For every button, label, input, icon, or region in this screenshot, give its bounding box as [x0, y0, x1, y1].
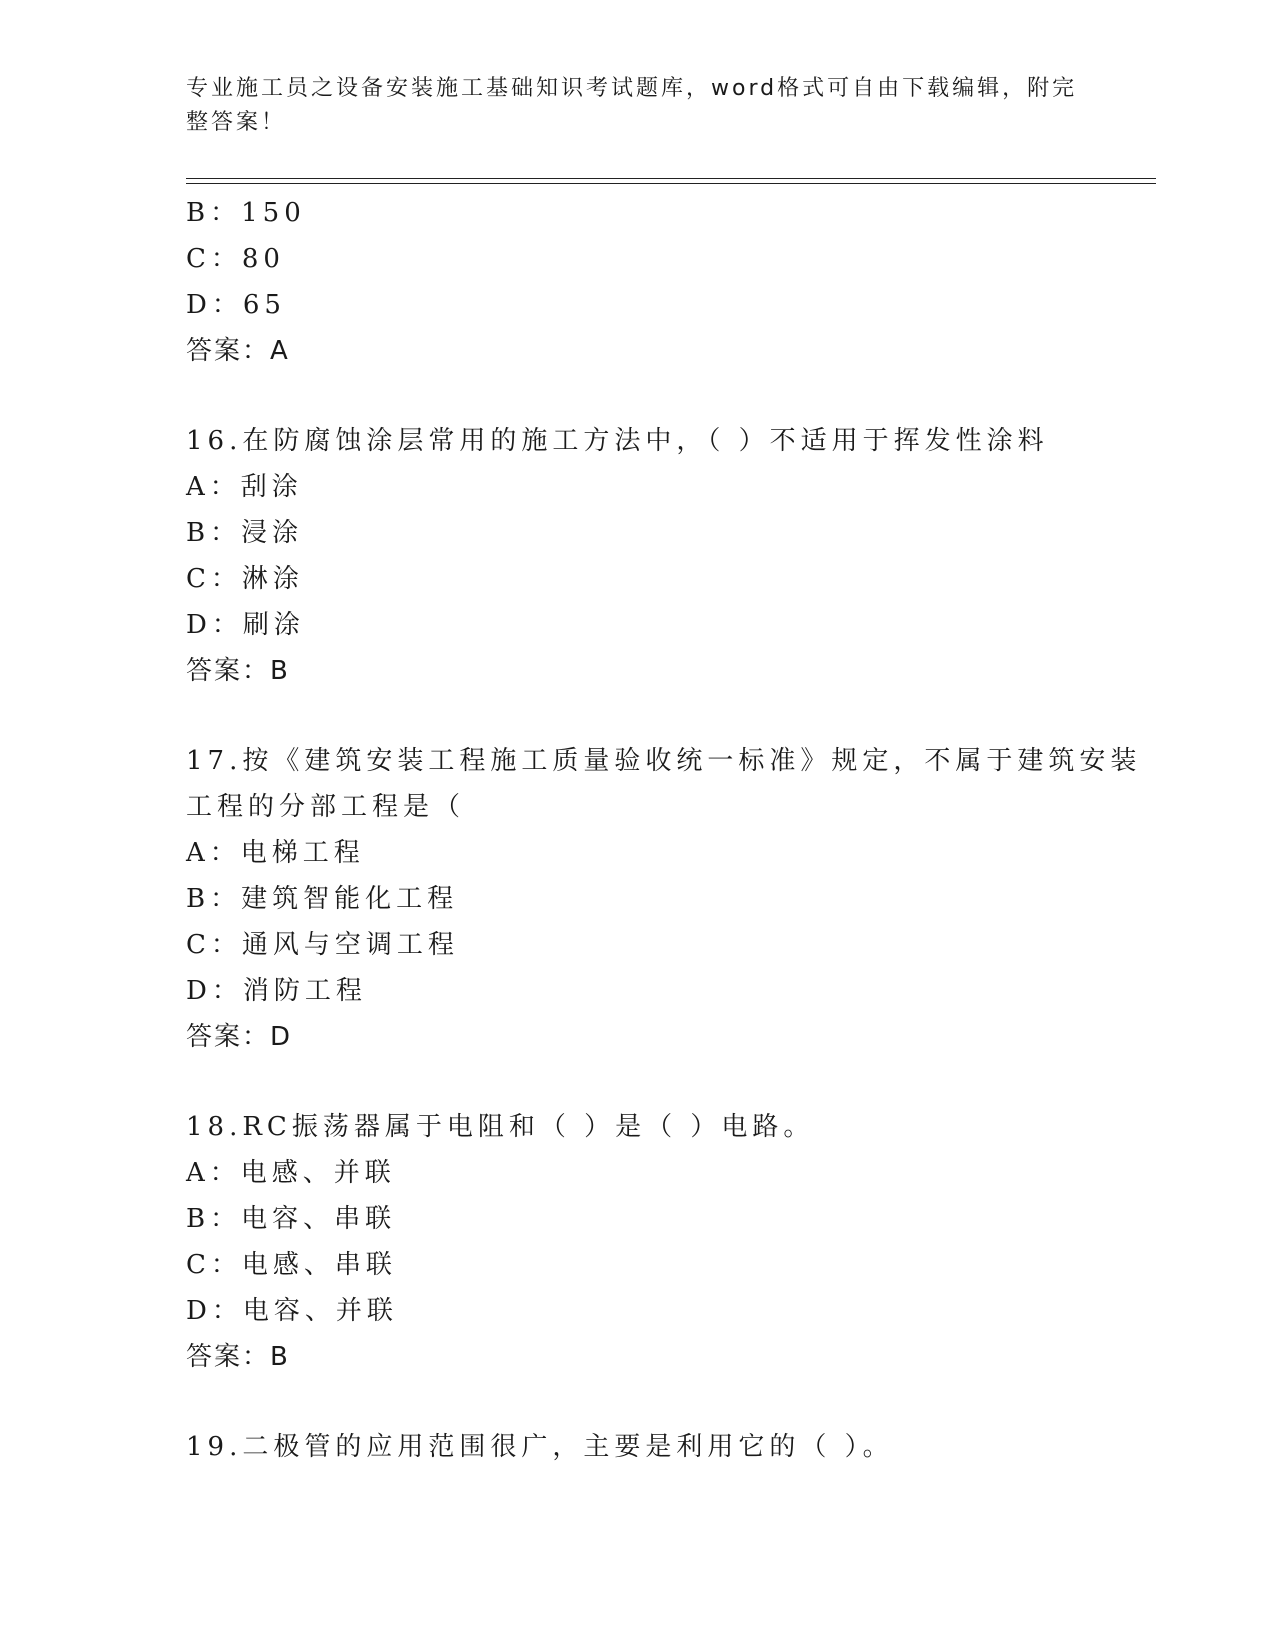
question-stem: 16.在防腐蚀涂层常用的施工方法中，（ ）不适用于挥发性涂料	[186, 426, 1049, 456]
header-divider-top	[186, 178, 1156, 179]
option-b: B：电容、串联	[186, 1204, 397, 1234]
question-stem-continued: 工程的分部工程是（	[186, 792, 466, 822]
option-d: D：消防工程	[186, 976, 367, 1006]
question-19	[186, 1424, 1086, 1470]
option-d: D：65	[186, 290, 286, 320]
header-line-2: 整答案！	[186, 110, 287, 135]
answer-line: 答案：B	[186, 656, 290, 686]
option-d: D：电容、并联	[186, 1296, 398, 1326]
question-18	[186, 1104, 1086, 1380]
option-b: B：浸涂	[186, 518, 304, 548]
answer-line: 答案：A	[186, 336, 290, 366]
question-stem: 18.RC振荡器属于电阻和（ ）是（ ）电路。	[186, 1112, 815, 1142]
answer-line: 答案：B	[186, 1342, 290, 1372]
option-a: A：电梯工程	[186, 838, 365, 868]
partial-question	[186, 190, 1086, 374]
option-c: C：80	[186, 244, 285, 274]
option-a: A：刮涂	[186, 472, 303, 502]
question-stem: 17.按《建筑安装工程施工质量验收统一标准》规定，不属于建筑安装	[186, 746, 1142, 776]
question-16	[186, 418, 1086, 694]
document-header	[186, 72, 1086, 140]
answer-line: 答案：D	[186, 1022, 293, 1052]
option-b: B：建筑智能化工程	[186, 884, 459, 914]
question-list	[186, 190, 1142, 1470]
option-c: C：淋涂	[186, 564, 304, 594]
question-17	[186, 738, 1142, 1060]
option-c: C：电感、串联	[186, 1250, 397, 1280]
option-c: C：通风与空调工程	[186, 930, 459, 960]
option-b: B：150	[186, 198, 306, 228]
header-line-1: 专业施工员之设备安装施工基础知识考试题库，word格式可自由下载编辑，附完	[186, 76, 1078, 101]
option-d: D：刷涂	[186, 610, 305, 640]
option-a: A：电感、并联	[186, 1158, 396, 1188]
header-divider-bottom	[186, 183, 1156, 184]
question-stem: 19.二极管的应用范围很广，主要是利用它的（ ）。	[186, 1432, 894, 1462]
